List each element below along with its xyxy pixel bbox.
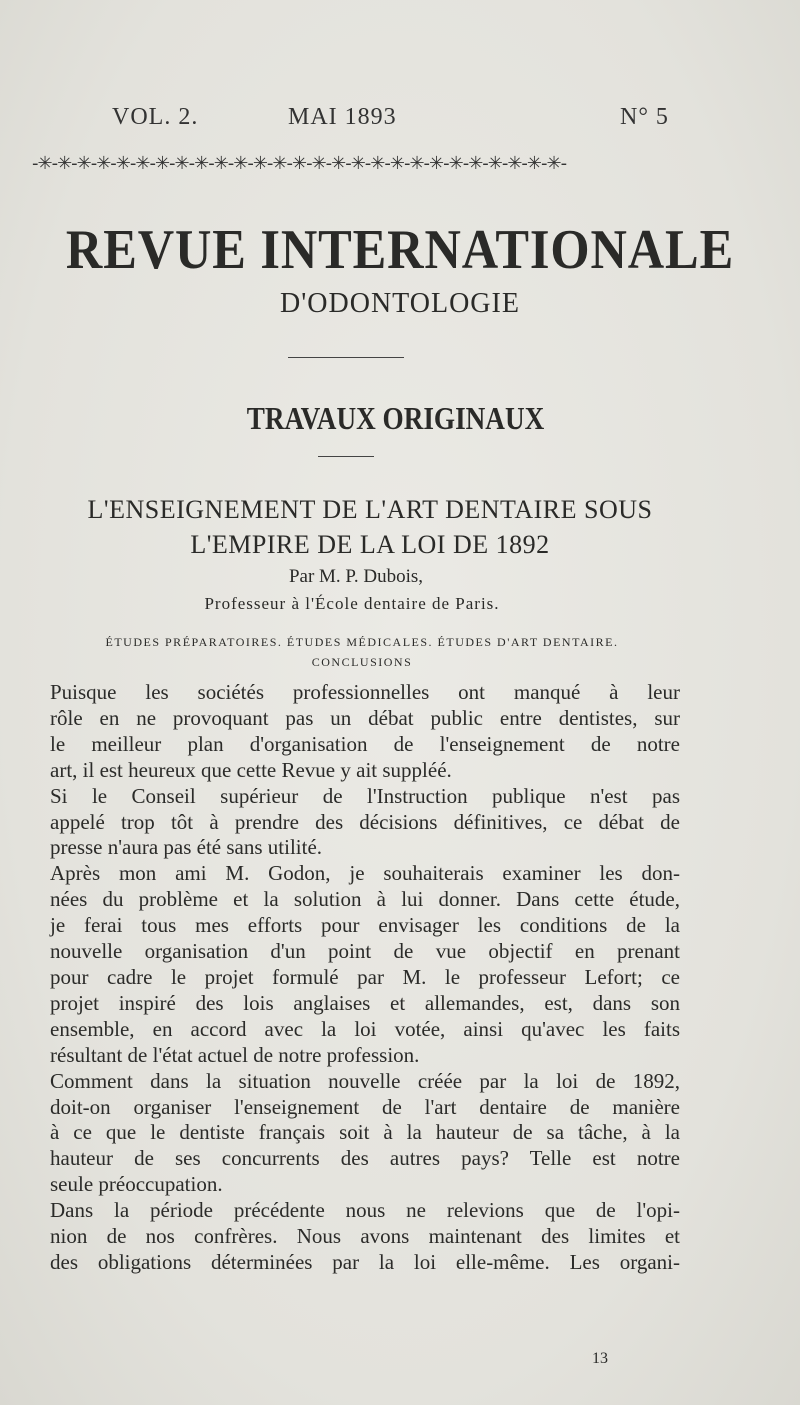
- text-line: rôle en ne provoquant pas un débat public entre dentistes, sur: [50, 705, 680, 730]
- text-line: des obligations déterminées par la loi elle-même. Les organi-: [50, 1249, 680, 1274]
- body-paragraph: [50, 1198, 680, 1276]
- text-line: Puisque les sociétés professionnelles ont manqué à leur: [50, 680, 680, 704]
- text-line: Dans la période précédente nous ne relevions que de l'opi-: [50, 1198, 680, 1223]
- body-paragraph: [50, 1069, 680, 1199]
- text-line: le meilleur plan d'organisation de l'enseignement de notre: [50, 731, 680, 756]
- journal-title: REVUE INTERNATIONALE: [65, 219, 735, 281]
- text-line: seule préoccupation.: [50, 1172, 223, 1197]
- text-line: Après mon ami M. Godon, je souhaiterais examiner les don-: [50, 861, 680, 886]
- divider-rule: [318, 456, 374, 457]
- text-line: nion de nos confrères. Nous avons maintenant des limites et: [50, 1224, 680, 1249]
- text-line: art, il est heureux que cette Revue y ait suppléé.: [50, 757, 452, 782]
- article-body: [50, 680, 680, 1276]
- text-line: ensemble, en accord avec la loi votée, ainsi qu'avec les faits: [50, 1016, 680, 1041]
- text-line: pour cadre le projet formulé par M. le professeur Lefort; ce: [50, 964, 680, 989]
- contents-line: CONCLUSIONS: [311, 655, 413, 669]
- article-title: [0, 492, 800, 562]
- body-paragraph: [50, 784, 680, 862]
- contents-line: ÉTUDES PRÉPARATOIRES. ÉTUDES MÉDICALES. ÉTUDES D'ART DENTAIRE.: [105, 635, 619, 649]
- text-line: nouvelle organisation d'un point de vue objectif en prenant: [50, 939, 680, 964]
- ornamental-divider: -✳-✳-✳-✳-✳-✳-✳-✳-✳-✳-✳-✳-✳-✳-✳-✳-✳-✳-✳-✳-✳-✳-✳-✳-✳-✳-✳-: [32, 153, 567, 174]
- text-line: nées du problème et la solution à lui donner. Dans cette étude,: [50, 887, 680, 912]
- article-title-line: L'EMPIRE DE LA LOI DE 1892: [190, 530, 550, 559]
- text-line: Comment dans la situation nouvelle créée par la loi de 1892,: [50, 1068, 680, 1093]
- text-line: doit-on organiser l'enseignement de l'art dentaire de manière: [50, 1094, 680, 1119]
- article-author: Par M. P. Dubois,: [288, 566, 424, 587]
- text-line: résultant de l'état actuel de notre profession.: [50, 1042, 420, 1067]
- body-paragraph: [50, 861, 680, 1068]
- body-paragraph: [50, 680, 680, 784]
- divider-rule: [288, 357, 404, 358]
- text-line: à ce que le dentiste français soit à la hauteur de sa tâche, à la: [50, 1120, 680, 1145]
- text-line: hauteur de ses concurrents des autres pays? Telle est notre: [50, 1146, 680, 1171]
- section-heading: TRAVAUX ORIGINAUX: [246, 400, 545, 436]
- article-title-line: L'ENSEIGNEMENT DE L'ART DENTAIRE SOUS: [87, 495, 653, 524]
- running-header: [0, 104, 800, 144]
- volume-label: VOL. 2.: [112, 104, 199, 130]
- text-line: je ferai tous mes efforts pour envisager les conditions de la: [50, 913, 680, 938]
- issue-number: N° 5: [620, 104, 669, 130]
- text-line: presse n'aura pas été sans utilité.: [50, 835, 323, 860]
- journal-subtitle: D'ODONTOLOGIE: [280, 288, 520, 319]
- text-line: appelé trop tôt à prendre des décisions définitives, ce débat de: [50, 809, 680, 834]
- text-line: projet inspiré des lois anglaises et allemandes, est, dans son: [50, 990, 680, 1015]
- issue-date: MAI 1893: [288, 104, 397, 130]
- page-number: 13: [592, 1350, 608, 1367]
- author-affiliation: Professeur à l'École dentaire de Paris.: [204, 594, 500, 613]
- article-contents: [52, 632, 672, 672]
- text-line: Si le Conseil supérieur de l'Instruction publique n'est pas: [50, 783, 680, 808]
